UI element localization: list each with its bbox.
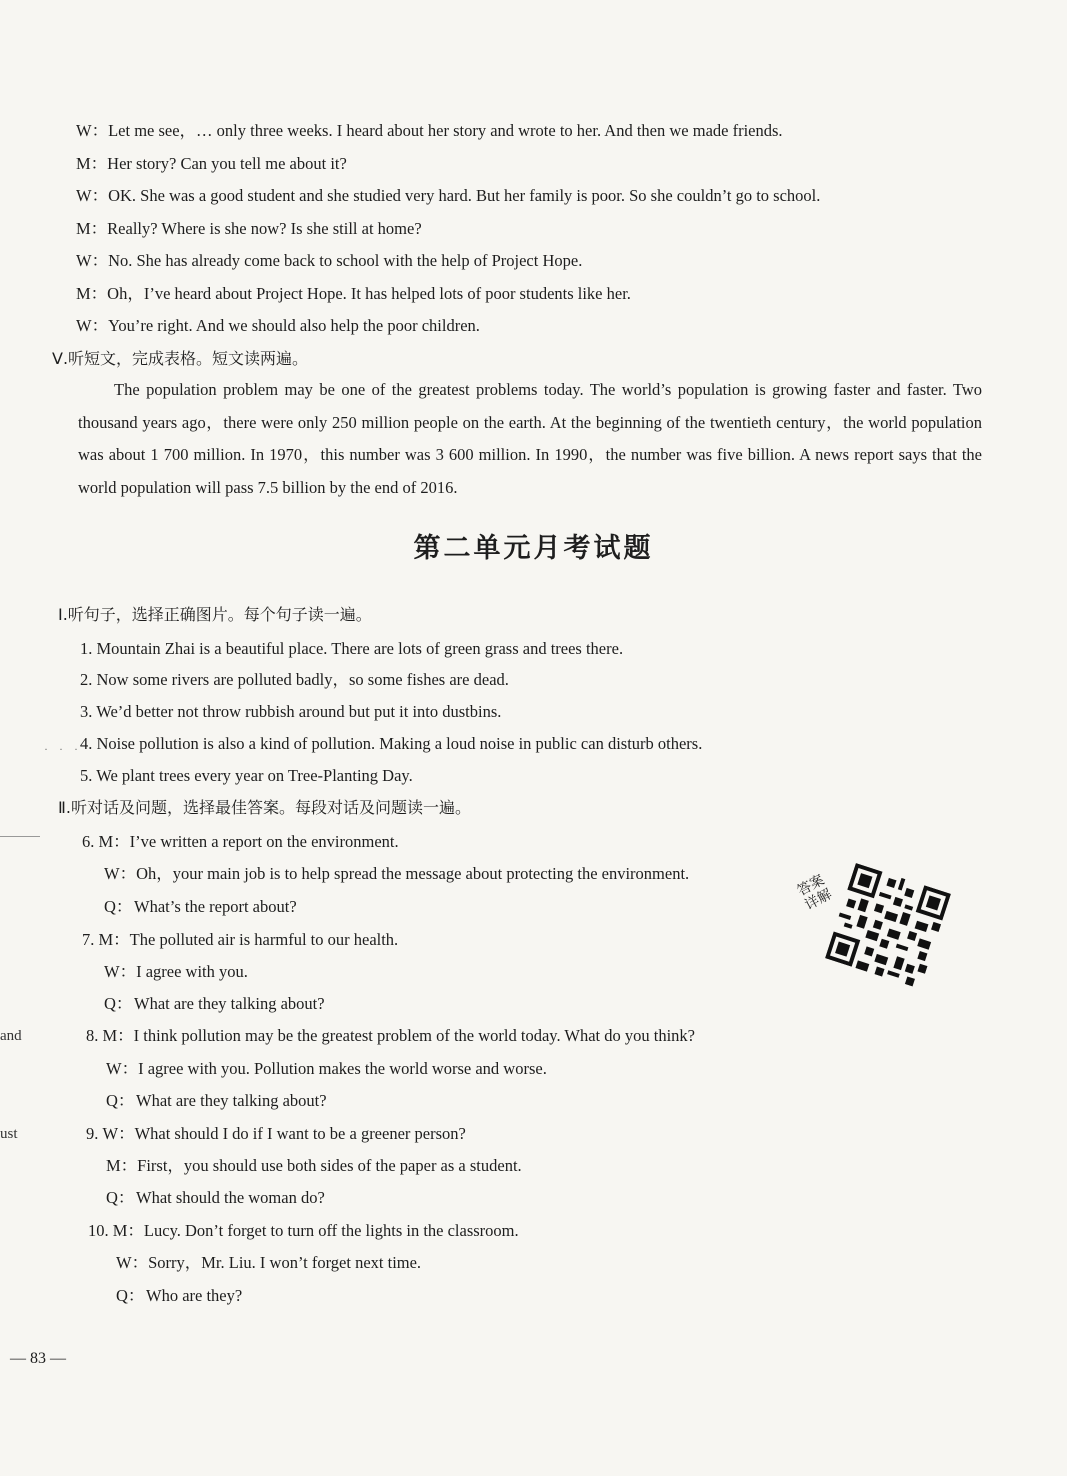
dialogue-line — [106, 1058, 547, 1080]
speaker-label: M： — [112, 1221, 144, 1240]
dialogue-line — [104, 961, 248, 983]
speaker-label: M： — [76, 154, 108, 173]
list-item: 2. Now some rivers are polluted badly，so some fishes are dead. — [80, 670, 509, 689]
speaker-label: M： — [98, 930, 130, 949]
dialogue-text: Sorry，Mr. Liu. I won’t forget next time. — [148, 1253, 422, 1272]
speaker-label: M： — [76, 219, 108, 238]
dialogue-text: No. She has already come back to school with the help of Project Hope. — [108, 251, 583, 270]
speaker-label: W： — [76, 251, 109, 270]
dialogue-text: OK. She was a good student and she studied very hard. But her family is poor. So she couldn’t go to school. — [108, 186, 821, 205]
dialogue-text: What’s the report about? — [134, 897, 297, 916]
qr-code-icon[interactable] — [825, 863, 951, 989]
qr-code-area[interactable] — [794, 868, 950, 993]
dialogue-text: Oh，your main job is to help spread the message about protecting the environment. — [136, 864, 690, 883]
speaker-label: W： — [76, 121, 109, 140]
dialogue-line — [76, 218, 422, 240]
question-number: 9. — [86, 1124, 99, 1143]
speaker-label: Q： — [116, 1286, 145, 1305]
question-number: 7. — [82, 930, 95, 949]
dialogue-text: What should the woman do? — [136, 1188, 325, 1207]
dialogue-line — [88, 1220, 519, 1242]
speaker-label: M： — [102, 1026, 134, 1045]
list-item: 4. Noise pollution is also a kind of pollution. Making a loud noise in public can disturb others. — [80, 734, 703, 753]
dialogue-text: I’ve written a report on the environment. — [129, 832, 399, 851]
question-number: 10. — [88, 1221, 109, 1240]
list-item: 5. We plant trees every year on Tree-Planting Day. — [80, 766, 413, 785]
dialogue-line — [76, 315, 480, 337]
speaker-label: Q： — [104, 994, 133, 1013]
section-v-heading: Ⅴ.听短文，完成表格。短文读两遍。 — [52, 349, 309, 368]
dialogue-text: What are they talking about? — [134, 994, 325, 1013]
section-ii-heading: Ⅱ.听对话及问题，选择最佳答案。每段对话及问题读一遍。 — [58, 798, 471, 817]
dialogue-line — [76, 185, 820, 207]
speaker-label: M： — [98, 832, 130, 851]
speaker-label: W： — [104, 864, 137, 883]
list-item: 1. Mountain Zhai is a beautiful place. There are lots of green grass and trees there. — [80, 639, 624, 658]
unit-title: 第二单元月考试题 — [413, 533, 654, 564]
dialogue-line — [82, 929, 398, 951]
dialogue-text: Oh，I’ve heard about Project Hope. It has helped lots of poor students like her. — [107, 284, 631, 303]
dialogue-text: Who are they? — [146, 1286, 243, 1305]
speaker-label: W： — [106, 1059, 139, 1078]
speaker-label: W： — [102, 1124, 135, 1143]
margin-rule — [0, 836, 40, 837]
dialogue-text: I agree with you. Pollution makes the world worse and worse. — [138, 1059, 547, 1078]
dialogue-line — [76, 250, 582, 272]
dialogue-line — [104, 896, 297, 918]
dialogue-text: I think pollution may be the greatest problem of the world today. What do you think? — [133, 1026, 696, 1045]
dialogue-line — [82, 831, 399, 853]
dialogue-text: Lucy. Don’t forget to turn off the lights in the classroom. — [143, 1221, 519, 1240]
speaker-label: Q： — [106, 1091, 135, 1110]
speaker-label: Q： — [106, 1188, 135, 1207]
dialogue-line — [106, 1187, 325, 1209]
question-number: 8. — [86, 1026, 99, 1045]
dialogue-text: Her story? Can you tell me about it? — [107, 154, 347, 173]
qr-label: 答案详解 — [794, 872, 835, 914]
dialogue-line — [76, 153, 347, 175]
section-i-heading: Ⅰ.听句子，选择正确图片。每个句子读一遍。 — [58, 605, 372, 624]
speaker-label: M： — [106, 1156, 138, 1175]
list-item: 3. We’d better not throw rubbish around but put it into dustbins. — [80, 702, 502, 721]
dialogue-line — [76, 283, 631, 305]
scan-dots: · · · — [44, 742, 82, 756]
dialogue-text: You’re right. And we should also help the poor children. — [108, 316, 480, 335]
speaker-label: W： — [76, 316, 109, 335]
speaker-label: W： — [104, 962, 137, 981]
page-number: — 83 — — [10, 1350, 66, 1367]
dialogue-text: First，you should use both sides of the paper as a student. — [137, 1156, 522, 1175]
speaker-label: W： — [116, 1253, 149, 1272]
dialogue-text: What should I do if I want to be a greener person? — [134, 1124, 466, 1143]
dialogue-line — [104, 993, 325, 1015]
question-number: 6. — [82, 832, 95, 851]
speaker-label: W： — [76, 186, 109, 205]
dialogue-text: The polluted air is harmful to our health. — [129, 930, 399, 949]
speaker-label: Q： — [104, 897, 133, 916]
section-v-passage — [78, 374, 982, 504]
dialogue-line — [86, 1025, 695, 1047]
margin-fragment: and — [0, 1028, 22, 1044]
dialogue-line — [106, 1090, 327, 1112]
dialogue-text: I agree with you. — [136, 962, 248, 981]
dialogue-text: What are they talking about? — [136, 1091, 327, 1110]
dialogue-line — [104, 863, 689, 885]
dialogue-line — [76, 120, 783, 142]
dialogue-line — [106, 1155, 522, 1177]
dialogue-line — [116, 1252, 421, 1274]
dialogue-line — [116, 1285, 242, 1307]
speaker-label: M： — [76, 284, 108, 303]
dialogue-text: Really? Where is she now? Is she still at home? — [107, 219, 422, 238]
margin-fragment: ust — [0, 1126, 18, 1142]
dialogue-text: Let me see，… only three weeks. I heard about her story and wrote to her. And then we made friends. — [108, 121, 783, 140]
passage-text: The population problem may be one of the greatest problems today. The world’s population is growing faster and faster. Two thousand years ago，there were only 250 million people on the earth. At the beginning of the twentieth century，the world population was about 1 700 million. In 1970，this number was 3 600 million. In 1990，the number was five billion. A news report says that the world population will pass 7.5 billion by the end of 2016. — [78, 380, 982, 497]
dialogue-line — [86, 1123, 466, 1145]
